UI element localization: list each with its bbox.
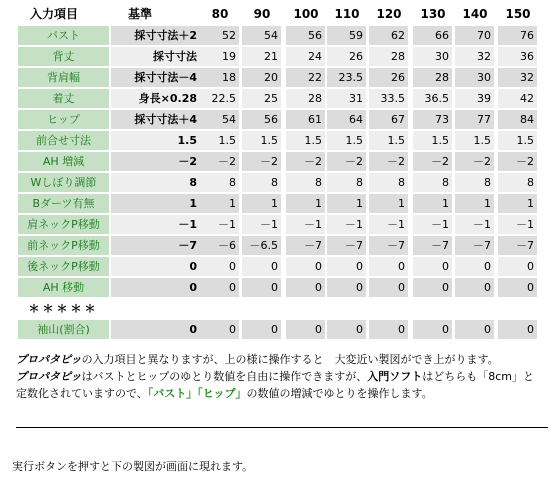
size-value-cell: 84 bbox=[498, 110, 537, 129]
row-base-value: －2 bbox=[111, 152, 201, 171]
size-value-cell bbox=[455, 299, 494, 318]
size-value-cell: 1 bbox=[413, 194, 452, 213]
size-value-cell: 8 bbox=[455, 173, 494, 192]
size-value-cell: 0 bbox=[286, 320, 325, 339]
size-value-cell: 26 bbox=[369, 68, 408, 87]
size-value-cell: 24 bbox=[286, 47, 325, 66]
size-value-cell: 0 bbox=[327, 278, 366, 297]
note-text: はどちらも「8cm」と bbox=[422, 370, 534, 383]
size-value-cell: 8 bbox=[200, 173, 239, 192]
size-value-cell: 1 bbox=[455, 194, 494, 213]
size-value-cell: 30 bbox=[413, 47, 452, 66]
table-row bbox=[18, 68, 543, 87]
header-size: 120 bbox=[376, 7, 402, 21]
size-value-cell: 1.5 bbox=[413, 131, 452, 150]
size-value-cell: －7 bbox=[369, 236, 408, 255]
size-value-cell: 1.5 bbox=[369, 131, 408, 150]
header-size: 140 bbox=[462, 7, 488, 21]
note-text: 定数化されていますので、 bbox=[16, 387, 148, 400]
size-value-cell: －2 bbox=[455, 152, 494, 171]
note-text: の入力項目と異なりますが、上の様に操作すると 大変近い製図ができ上がります。 bbox=[81, 353, 499, 366]
size-value-cell: 0 bbox=[413, 320, 452, 339]
execute-note: 実行ボタンを押すと下の製図が画面に現れます。 bbox=[12, 460, 254, 473]
size-value-cell: 0 bbox=[498, 320, 537, 339]
row-label: AH 増減 bbox=[18, 152, 109, 171]
note-line-3 bbox=[16, 386, 546, 402]
header-size: 130 bbox=[420, 7, 446, 21]
size-value-cell: －2 bbox=[200, 152, 239, 171]
row-base-value: 採寸寸法－4 bbox=[111, 68, 201, 87]
size-value-cell: 0 bbox=[327, 320, 366, 339]
size-value-cell bbox=[242, 299, 281, 318]
size-value-cell: 8 bbox=[413, 173, 452, 192]
size-value-cell: 70 bbox=[455, 26, 494, 45]
size-value-cell: 0 bbox=[455, 278, 494, 297]
header-size: 110 bbox=[334, 7, 360, 21]
row-base-value: 1.5 bbox=[111, 131, 201, 150]
row-base-value: 採寸寸法 bbox=[111, 47, 201, 66]
size-value-cell: 8 bbox=[286, 173, 325, 192]
size-value-cell: 28 bbox=[413, 68, 452, 87]
size-value-cell: －2 bbox=[498, 152, 537, 171]
table-row bbox=[18, 236, 543, 255]
brand-name: プロパタピッ bbox=[16, 370, 82, 383]
note-text: はバストとヒップのゆとり数値を自由に操作できますが、 bbox=[81, 370, 368, 383]
size-value-cell: 8 bbox=[327, 173, 366, 192]
size-value-cell: 18 bbox=[200, 68, 239, 87]
divider bbox=[16, 427, 548, 428]
table-row bbox=[18, 215, 543, 234]
size-value-cell: 30 bbox=[455, 68, 494, 87]
header-size: 90 bbox=[253, 7, 271, 21]
header-size: 100 bbox=[293, 7, 319, 21]
size-value-cell: －7 bbox=[498, 236, 537, 255]
size-value-cell: 42 bbox=[498, 89, 537, 108]
size-value-cell: 1 bbox=[327, 194, 366, 213]
note-highlight: 「バスト」「ヒップ」 bbox=[147, 387, 247, 400]
brand-name: プロパタピッ bbox=[16, 353, 82, 366]
size-value-cell: 28 bbox=[286, 89, 325, 108]
size-value-cell bbox=[200, 299, 239, 318]
note-line-1 bbox=[16, 352, 546, 368]
table-row bbox=[18, 194, 543, 213]
row-label: ＊＊＊＊＊ bbox=[18, 299, 109, 318]
size-value-cell: 36 bbox=[498, 47, 537, 66]
size-value-cell: －1 bbox=[498, 215, 537, 234]
size-value-cell: 1 bbox=[200, 194, 239, 213]
size-value-cell: －1 bbox=[327, 215, 366, 234]
table-row bbox=[18, 110, 543, 129]
size-value-cell bbox=[413, 299, 452, 318]
size-value-cell: 54 bbox=[200, 110, 239, 129]
row-label: 前ネックP移動 bbox=[18, 236, 109, 255]
size-value-cell: 62 bbox=[369, 26, 408, 45]
size-value-cell: －1 bbox=[455, 215, 494, 234]
size-value-cell: 0 bbox=[413, 278, 452, 297]
size-value-cell: 0 bbox=[286, 257, 325, 276]
table-row bbox=[18, 26, 543, 45]
size-value-cell: 22 bbox=[286, 68, 325, 87]
size-value-cell: 52 bbox=[200, 26, 239, 45]
size-value-cell: 0 bbox=[369, 257, 408, 276]
size-value-cell bbox=[369, 299, 408, 318]
size-value-cell: －1 bbox=[242, 215, 281, 234]
row-base-value: 1 bbox=[111, 194, 201, 213]
size-value-cell: 8 bbox=[498, 173, 537, 192]
size-value-cell: 8 bbox=[369, 173, 408, 192]
row-base-value: 採寸寸法＋2 bbox=[111, 26, 201, 45]
row-label: 後ネックP移動 bbox=[18, 257, 109, 276]
size-value-cell: 0 bbox=[327, 257, 366, 276]
size-value-cell: 20 bbox=[242, 68, 281, 87]
size-value-cell: 1.5 bbox=[327, 131, 366, 150]
note-emphasis: 入門ソフト bbox=[367, 370, 423, 383]
header-base: 基準 bbox=[128, 7, 153, 21]
size-value-cell: －2 bbox=[369, 152, 408, 171]
size-value-cell: 1.5 bbox=[498, 131, 537, 150]
table-row bbox=[18, 320, 543, 339]
row-label: Bダーツ有無 bbox=[18, 194, 109, 213]
size-value-cell: 0 bbox=[200, 278, 239, 297]
header-size: 80 bbox=[211, 7, 229, 21]
size-value-cell: －2 bbox=[286, 152, 325, 171]
size-value-cell: 23.5 bbox=[327, 68, 366, 87]
table-row bbox=[18, 257, 543, 276]
size-value-cell: 39 bbox=[455, 89, 494, 108]
note-text: の数値の増減でゆとりを操作します。 bbox=[246, 387, 433, 400]
header-label: 入力項目 bbox=[30, 7, 79, 21]
size-value-cell: 0 bbox=[200, 257, 239, 276]
size-value-cell: 31 bbox=[327, 89, 366, 108]
size-value-cell: 26 bbox=[327, 47, 366, 66]
row-label: 肩ネックP移動 bbox=[18, 215, 109, 234]
note-line-2 bbox=[16, 369, 546, 385]
size-value-cell: 0 bbox=[286, 278, 325, 297]
row-base-value: 採寸寸法＋4 bbox=[111, 110, 201, 129]
size-value-cell: 56 bbox=[242, 110, 281, 129]
size-value-cell: 32 bbox=[455, 47, 494, 66]
size-value-cell: 28 bbox=[369, 47, 408, 66]
size-value-cell: 32 bbox=[498, 68, 537, 87]
size-value-cell: 0 bbox=[369, 278, 408, 297]
row-label: 袖山(割合) bbox=[18, 320, 109, 339]
size-value-cell: －1 bbox=[413, 215, 452, 234]
table-row bbox=[18, 89, 543, 108]
size-value-cell: 61 bbox=[286, 110, 325, 129]
size-value-cell: －1 bbox=[200, 215, 239, 234]
row-label: 着丈 bbox=[18, 89, 109, 108]
size-value-cell: －7 bbox=[455, 236, 494, 255]
size-value-cell: －7 bbox=[286, 236, 325, 255]
size-value-cell: 1.5 bbox=[455, 131, 494, 150]
size-value-cell: －7 bbox=[413, 236, 452, 255]
row-base-value: 身長×0.28 bbox=[111, 89, 201, 108]
size-value-cell: 0 bbox=[242, 278, 281, 297]
size-value-cell: 0 bbox=[455, 320, 494, 339]
size-value-cell: 0 bbox=[200, 320, 239, 339]
size-value-cell: 0 bbox=[498, 257, 537, 276]
size-value-cell: －1 bbox=[286, 215, 325, 234]
size-value-cell: 64 bbox=[327, 110, 366, 129]
size-value-cell: 36.5 bbox=[413, 89, 452, 108]
size-value-cell: 77 bbox=[455, 110, 494, 129]
size-value-cell: －6 bbox=[200, 236, 239, 255]
header-size: 150 bbox=[505, 7, 531, 21]
size-value-cell: 8 bbox=[242, 173, 281, 192]
table-row bbox=[18, 278, 543, 297]
table-row bbox=[18, 131, 543, 150]
size-value-cell: 0 bbox=[498, 278, 537, 297]
size-value-cell: 1 bbox=[242, 194, 281, 213]
size-value-cell: 19 bbox=[200, 47, 239, 66]
table-row bbox=[18, 152, 543, 171]
size-value-cell: 0 bbox=[413, 257, 452, 276]
row-base-value: －7 bbox=[111, 236, 201, 255]
size-value-cell: 1.5 bbox=[200, 131, 239, 150]
size-value-cell bbox=[498, 299, 537, 318]
table-row bbox=[18, 299, 543, 318]
size-value-cell: －2 bbox=[242, 152, 281, 171]
row-base-value: 0 bbox=[111, 278, 201, 297]
size-value-cell: 0 bbox=[455, 257, 494, 276]
size-value-cell: 0 bbox=[369, 320, 408, 339]
size-value-cell: 1.5 bbox=[286, 131, 325, 150]
size-value-cell: －6.5 bbox=[242, 236, 281, 255]
size-value-cell: 33.5 bbox=[369, 89, 408, 108]
size-value-cell: 25 bbox=[242, 89, 281, 108]
row-label: 前合せ寸法 bbox=[18, 131, 109, 150]
row-base-value: 0 bbox=[111, 320, 201, 339]
row-base-value: 0 bbox=[111, 257, 201, 276]
size-value-cell: 54 bbox=[242, 26, 281, 45]
size-value-cell: 59 bbox=[327, 26, 366, 45]
size-value-cell: 76 bbox=[498, 26, 537, 45]
table-row bbox=[18, 47, 543, 66]
size-value-cell: －2 bbox=[327, 152, 366, 171]
size-value-cell bbox=[286, 299, 325, 318]
table-row bbox=[18, 173, 543, 192]
size-value-cell bbox=[327, 299, 366, 318]
row-label: Wしぼり調節 bbox=[18, 173, 109, 192]
row-label: 背肩幅 bbox=[18, 68, 109, 87]
size-value-cell: －1 bbox=[369, 215, 408, 234]
row-base-value: －1 bbox=[111, 215, 201, 234]
size-value-cell: 73 bbox=[413, 110, 452, 129]
row-label: AH 移動 bbox=[18, 278, 109, 297]
row-base-value bbox=[111, 299, 201, 318]
size-value-cell: 21 bbox=[242, 47, 281, 66]
size-value-cell: －2 bbox=[413, 152, 452, 171]
size-value-cell: 56 bbox=[286, 26, 325, 45]
size-value-cell: 1 bbox=[498, 194, 537, 213]
size-value-cell: 1 bbox=[286, 194, 325, 213]
row-base-value: 8 bbox=[111, 173, 201, 192]
size-value-cell: 67 bbox=[369, 110, 408, 129]
size-value-cell: 0 bbox=[242, 257, 281, 276]
size-value-cell: 0 bbox=[242, 320, 281, 339]
row-label: バスト bbox=[18, 26, 109, 45]
row-label: 背丈 bbox=[18, 47, 109, 66]
size-value-cell: 66 bbox=[413, 26, 452, 45]
row-label: ヒップ bbox=[18, 110, 109, 129]
size-value-cell: 1.5 bbox=[242, 131, 281, 150]
size-value-cell: －7 bbox=[327, 236, 366, 255]
size-value-cell: 22.5 bbox=[200, 89, 239, 108]
size-value-cell: 1 bbox=[369, 194, 408, 213]
